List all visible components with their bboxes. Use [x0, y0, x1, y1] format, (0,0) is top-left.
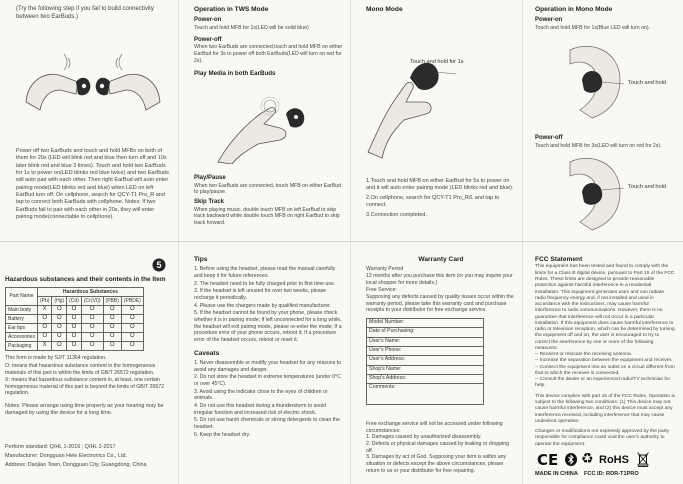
substance-mark-cell: O	[81, 324, 103, 333]
substance-mark-cell: O	[52, 333, 67, 342]
hazardous-section	[5, 276, 175, 417]
tip-item: 5. If the headset cannot be found by your phone, please check whether it is in pairing mode; If left unconnected for a long while, the headset will exit pairing mode, please re-enter the mode; If a procedure error of your phone occurs, reboot it; If a procedure error of the headset occurs, reboot or reset it.	[194, 310, 342, 343]
ce-mark-icon: CE	[537, 451, 559, 469]
substance-mark-cell: O	[52, 324, 67, 333]
substance-mark-cell: O	[67, 315, 82, 324]
table-row	[6, 306, 144, 315]
mono-power-on-text: Touch and hold MFB for 1s(Blue LED will turn on).	[535, 25, 651, 32]
earbud-in-ear-illustration-1	[560, 40, 630, 120]
tws-section	[194, 6, 344, 78]
substance-mark-cell: O	[121, 333, 143, 342]
table-row	[6, 315, 144, 324]
warranty-form	[366, 318, 484, 405]
substance-mark-cell: X	[37, 306, 51, 315]
substance-mark-cell: O	[52, 342, 67, 351]
substance-mark-cell: O	[103, 342, 121, 351]
mono-power-off-text: Touch and hold MFB for 3s(LED will turn on red for 2s).	[535, 142, 662, 149]
mono-power-off	[535, 132, 675, 149]
horizontal-fold-line	[0, 241, 683, 242]
hearing-notes: Notes: Please arrange using time properly as your hearing may be damaged by using the device for a long time.	[5, 403, 164, 417]
mono-touch-caption: Touch and hold for 1s	[410, 59, 464, 65]
substance-col-header: (Pb)	[37, 297, 51, 306]
mono-hold-caption-1: Touch and hold	[628, 80, 666, 86]
exclusion-item: 1. Damages caused by unauthorized disassembly.	[366, 434, 482, 441]
warranty-form-field: Shop's Name:	[367, 366, 483, 375]
substance-mark-cell: O	[103, 306, 121, 315]
substance-col-header: (Cr(VI))	[81, 297, 103, 306]
fcc-section	[535, 256, 675, 448]
substance-mark-cell: O	[37, 315, 51, 324]
part-name-header: Part Name	[6, 288, 38, 306]
pairing-intro-text: (Try the following step if you fail to build connectivity between two EarBuds.)	[16, 6, 154, 20]
page-number-badge	[152, 258, 166, 272]
media-controls	[194, 172, 344, 227]
fcc-measure-item: -- Increase the separation between the equipment and receiver.	[535, 358, 673, 364]
substance-mark-cell: O	[67, 306, 82, 315]
fcc-id: FCC ID: RDR-T1PRO	[584, 471, 639, 477]
hazardous-note-3: X: means that hazardous substance content in, at least, one certain homogeneous material of this part is beyond the limits of GB/T 26572 regulation.	[5, 377, 165, 397]
pairing-reset-body	[16, 148, 171, 221]
caveat-item: 3. Avoid using the indicator close to the eyes of children or animals.	[194, 388, 328, 402]
table-row	[6, 324, 144, 333]
hazardous-note-2: O: means that hazardous substance content in the homogeneous materials of this part is within the limits of GB/T 26572 regulation.	[5, 362, 156, 376]
fcc-measure-item: -- Connect the equipment into an outlet on a circuit different from that to which the receiver is connected.	[535, 364, 675, 376]
substance-mark-cell: O	[81, 333, 103, 342]
recycle-icon: ♻	[581, 451, 594, 467]
substance-mark-cell: O	[81, 342, 103, 351]
weee-bin-icon	[637, 452, 649, 467]
mono-hold-caption-2: Touch and hold	[628, 184, 666, 190]
fcc-measure-item: -- Consult the dealer or an experienced radio/TV technician for help.	[535, 377, 671, 389]
fcc-paragraph-3: Changes or modifications not expressly approved by the party responsible for compliance could void the user's authority to operate the equipment.	[535, 429, 670, 447]
caveat-item: 4. Do not use this headset during a thunderstorm to avoid irregular function and increased risk of electric shock.	[194, 403, 327, 416]
mono-section	[366, 6, 516, 14]
hazardous-table	[5, 287, 144, 351]
substance-mark-cell: O	[67, 342, 82, 351]
substance-mark-cell: O	[52, 315, 67, 324]
hazardous-title: Hazardous substances and their contents in the Item	[5, 276, 166, 283]
page-number: 5	[156, 260, 162, 270]
warranty-form-field: User's Phone:	[367, 347, 483, 356]
fcc-measure-item: -- Reorient or relocate the receiving antenna.	[535, 352, 633, 358]
tip-item: 1. Before using the headset, please read the manual carefully and keep it for future references.	[194, 266, 336, 280]
warranty-form-field: Date of Purchasing:	[367, 328, 483, 337]
caveats-list	[194, 360, 344, 438]
substance-mark-cell: O	[103, 315, 121, 324]
warranty-form-field: User's Address:	[367, 356, 483, 365]
substance-mark-cell: X	[37, 342, 51, 351]
exclusions-list	[366, 434, 516, 474]
substance-col-header: (PBB)	[103, 297, 121, 306]
exclusions-heading: Free exchange service will not be accessed under following circumstances:	[366, 421, 503, 434]
caveats-title: Caveats	[194, 349, 220, 357]
warranty-form-field: User's Name:	[367, 338, 483, 347]
finger-hold-earbud-illustration	[366, 40, 506, 160]
hazardous-note-1: This form is made by SJ/T 11364 regulation.	[5, 355, 107, 362]
earbuds-hands-illustration	[18, 40, 168, 135]
substance-mark-cell: O	[81, 315, 103, 324]
pairing-intro	[16, 6, 166, 21]
tws-power-off-text: When two EarBuds are connected,touch and hold MFB on either EarBud for 3s to power off both EarBuds(LED will turn on red for 2s).	[194, 44, 343, 64]
exclusion-item: 3. Damages by act of God. Supposing your item is within any situation or defects except the above circumstances, please return to us or your distributor for free repairing.	[366, 454, 507, 474]
fold-line-3	[522, 0, 523, 484]
table-row	[6, 342, 144, 351]
earbud-in-ear-illustration-2	[560, 152, 630, 232]
fold-line-2	[350, 0, 351, 484]
fcc-measures	[535, 352, 675, 390]
substance-mark-cell: O	[103, 324, 121, 333]
part-name-cell: Ear tips	[6, 324, 38, 333]
substance-col-header: (Cd)	[67, 297, 82, 306]
skip-track-text: When playing music, double touch MFB on left EarBud to skip track backward while double touch MFB on right EarBud to skip track forward.	[194, 206, 340, 226]
perform-standard: Perform standard: Q/HL 1-2016 ; Q/HL 2-2017	[5, 444, 116, 450]
mono-title: Mono Mode	[366, 6, 403, 13]
warranty-form-field: Model Number:	[367, 319, 483, 328]
free-service-text: Supposing any defects caused by quality issues occur within the warranty period, please take this warranty card and purchase receipts to your distributor for free exchange service.	[366, 294, 514, 314]
free-service-heading: Free Service:	[366, 287, 397, 294]
play-pause-heading: Play/Pause	[194, 175, 226, 181]
substance-mark-cell: O	[121, 342, 143, 351]
tip-item: 3. If the headset is left unused for over two weeks, please recharge it periodically.	[194, 288, 327, 302]
tips-section	[194, 256, 344, 438]
caveat-item: 1. Never disassemble or modify your headset for any reasons to avoid any damages and danger.	[194, 360, 342, 373]
mono-power-on-heading: Power-on	[535, 17, 563, 24]
tws-power-on-heading: Power-on	[194, 17, 222, 24]
mono-step-2: 2.On cellphone, search for QCY-T1 Pro_R/L and tap to connect.	[366, 195, 500, 209]
rohs-logo: RoHS	[599, 454, 629, 466]
tip-item: 2. The headset need to be fully charged prior to first time use.	[194, 280, 336, 287]
warranty-form-field: Shop's Address:	[367, 375, 483, 384]
substance-mark-cell: O	[67, 324, 82, 333]
mono-step-3: 3.Connection completed.	[366, 212, 427, 219]
caveat-item: 2. Do not store the headset in extreme temperatures (under 0°C or over 45°C).	[194, 374, 341, 388]
finger-touch-earbud-illustration	[208, 84, 318, 164]
made-in-china: MADE IN CHINA	[535, 471, 578, 477]
pairing-reset-text: Power off two EarBuds and touch and hold MFBs on both of them for 20s (LED will blink red and blue then turn off and 10s later blink red and blue 3 times). Touch and hold two EarBuds for 1s to power on(LED blinks red blue twice) and two EarBuds will auto pair with each other. Then right EarBud will auto enter pairing mode(LED blinks red and blue) when LED on left EarBud turn off. On cellphone, search for QCY-T1 Pro_R and tap to connect both EarBuds with cellphone. Notes: If two EarBuds fail to pair with each other in 20s, they will enter pairing mode(connectable to cellphone).	[16, 148, 169, 220]
fcc-paragraph-1: This equipment has been tested and found to comply with the limits for a Class B digital device, pursuant to Part 15 of the FCC Rules. These limits are designed to provide reasonable protection against harmful interference in a residential installation. This equipment generates uses and can radiate radio frequency energy and, if not installed and used in accordance with the instructions, may cause harmful interference to radio communications. However, there is no guarantee that interference will not occur in a particular installation. If this equipment does cause harmful interference to radio or television reception, which can be determined by turning the equipment off and on, the user is encouraged to try to correct the interference by one or more of the following measures:	[535, 264, 675, 351]
bluetooth-icon	[565, 453, 577, 466]
manufacturer-address: Address: Daojiao Town, Dongguan City, Guangdong, China	[5, 461, 147, 468]
tws-power-on-text: Touch and hold MFB for 1s(LED will be solid blue)	[194, 25, 309, 32]
part-name-cell: Battery	[6, 315, 38, 324]
play-pause-text: When two EarBuds are connected, touch MFB on either EarBud to play/pause.	[194, 182, 342, 196]
manufacturer-name: Manufacturer: Dongguan Hele Electronics Co., Ltd.	[5, 452, 127, 459]
substance-mark-cell: O	[121, 324, 143, 333]
fcc-title: FCC Statement	[535, 256, 583, 263]
mono-step-1: 1.Touch and hold MFB on either EarBud for 5s to power on and it will auto enter pairing mode (LED blinks red and blue).	[366, 178, 514, 192]
mono-operation-section	[535, 6, 675, 32]
mono-power-off-heading: Power-off	[535, 135, 563, 141]
tip-item: 4. Please use the chargers made by qualified manufacturer.	[194, 302, 331, 309]
exclusion-item: 2. Defects or physical damages caused by leaking or dropping off.	[366, 441, 510, 454]
substance-mark-cell: O	[121, 306, 143, 315]
hazardous-substances-header: Hazardous Substances	[37, 288, 143, 297]
fold-line-1	[178, 0, 179, 484]
part-name-cell: Packaging	[6, 342, 38, 351]
substance-mark-cell: O	[121, 315, 143, 324]
warranty-form-field: Comments:	[369, 384, 396, 391]
substance-col-header: (Hg)	[52, 297, 67, 306]
substance-mark-cell: O	[52, 306, 67, 315]
substance-mark-cell: O	[67, 333, 82, 342]
mono-operation-title: Operation in Mono Mode	[535, 6, 613, 13]
warranty-title: Warranty Card	[418, 256, 464, 263]
skip-track-heading: Skip Track	[194, 198, 225, 205]
fcc-paragraph-2: This device complies with part 15 of the FCC Rules. Operation is subject to the following two conditions: (1) This device may not cause harmful interference, and (2) this device must accept any interference received, including interference that may cause undesired operation.	[535, 393, 675, 424]
certification-logos	[537, 452, 667, 468]
tws-power-off-heading: Power-off	[194, 36, 222, 43]
caveat-item: 6. Keep the headset dry.	[194, 431, 251, 438]
substance-mark-cell: O	[37, 324, 51, 333]
manufacturer-info	[5, 444, 175, 469]
mono-steps	[366, 178, 516, 219]
substance-col-header: (PBDE)	[121, 297, 143, 306]
substance-mark-cell: O	[37, 333, 51, 342]
tips-list	[194, 266, 344, 343]
warranty-period-text: 12 months after you purchase this item (or you may inquire your local shopper for more details.)	[366, 273, 513, 286]
media-heading: Play Media in both EarBuds	[194, 70, 276, 78]
caveat-item: 5. Do not use harsh chemicals or strong detergents to clean the headset.	[194, 417, 340, 430]
part-name-cell: Accessories	[6, 333, 38, 342]
warranty-period-heading: Warranty Period	[366, 266, 404, 273]
warranty-section	[366, 256, 516, 474]
tips-title: Tips	[194, 256, 208, 263]
substance-mark-cell: O	[81, 306, 103, 315]
substance-mark-cell: O	[103, 333, 121, 342]
tws-title: Operation in TWS Mode	[194, 6, 269, 13]
table-row	[6, 333, 144, 342]
part-name-cell: Main body	[6, 306, 38, 315]
